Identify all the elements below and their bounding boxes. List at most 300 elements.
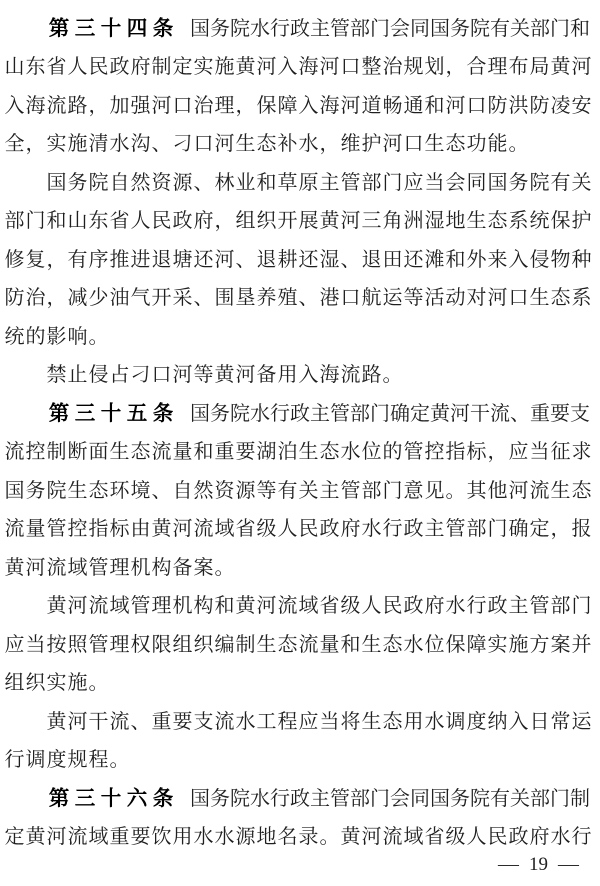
text-char: 织 <box>256 210 277 233</box>
text-char: 同 <box>410 17 430 40</box>
text-char: 黄 <box>25 826 46 849</box>
text-char: 凌 <box>550 94 571 117</box>
text-char: 沟 <box>130 133 151 156</box>
text-char: 三 <box>361 210 382 233</box>
text-char: 和 <box>214 595 235 618</box>
text-char: 关 <box>510 787 530 810</box>
text-char: 还 <box>403 248 424 271</box>
text-char: 关 <box>298 479 319 502</box>
text-char: 山 <box>67 210 88 233</box>
text-char: 黄 <box>550 56 571 79</box>
text-char: 资 <box>151 171 172 194</box>
text-char: 塘 <box>172 248 193 271</box>
text-char: 量 <box>319 633 340 656</box>
text-char: 道 <box>361 94 382 117</box>
text-char: 当 <box>529 441 550 464</box>
text-char: 控 <box>67 518 88 541</box>
text-char: 院 <box>529 171 550 194</box>
text-char: 流 <box>490 402 510 425</box>
text-char: 院 <box>230 17 250 40</box>
text-char: 院 <box>46 479 67 502</box>
text-char: 量 <box>172 441 193 464</box>
text-char: 生 <box>361 633 382 656</box>
text-char: 主 <box>319 479 340 502</box>
text-char: 省 <box>46 56 67 79</box>
text-char: 源 <box>235 479 256 502</box>
text-char: 程 <box>277 710 298 733</box>
text-char: 标 <box>109 518 130 541</box>
text-char: 复 <box>25 248 46 271</box>
text-line <box>4 469 596 508</box>
text-char: 门 <box>370 402 390 425</box>
text-char: 资 <box>214 479 235 502</box>
text-char: 护 <box>571 210 592 233</box>
text-char: 态 <box>571 479 592 502</box>
text-char: 要 <box>235 441 256 464</box>
text-char: 定 <box>4 826 25 849</box>
text-char: 维 <box>340 133 361 156</box>
text-char: 和 <box>445 248 466 271</box>
text-char: 当 <box>424 171 445 194</box>
text-char: 流 <box>340 364 361 387</box>
text-char: 治 <box>382 56 403 79</box>
text-char: 断 <box>67 441 88 464</box>
text-char: 路 <box>67 94 88 117</box>
text-char: 黄 <box>46 595 67 618</box>
text-char: 治 <box>193 94 214 117</box>
text-char: 应 <box>508 441 529 464</box>
text-line <box>4 816 596 855</box>
text-char: 湿 <box>319 248 340 271</box>
text-char: 防 <box>529 94 550 117</box>
text-char: 、 <box>193 287 214 310</box>
text-char: 开 <box>151 287 172 310</box>
text-char: 航 <box>361 287 382 310</box>
text-char: 等 <box>193 364 214 387</box>
text-char: 少 <box>88 287 109 310</box>
text-char: 编 <box>214 633 235 656</box>
text-char: 河 <box>508 479 529 502</box>
text-char: 通 <box>403 94 424 117</box>
text-line <box>4 123 596 162</box>
text-char: 调 <box>25 749 46 772</box>
text-char: 国 <box>46 171 67 194</box>
text-char: 府 <box>193 210 214 233</box>
text-char: 国 <box>430 17 450 40</box>
text-char: 其 <box>466 479 487 502</box>
text-char: 动 <box>445 287 466 310</box>
text-char: 海 <box>319 94 340 117</box>
text-char: 口 <box>151 364 172 387</box>
text-char: 政 <box>487 595 508 618</box>
text-char: 国 <box>487 171 508 194</box>
text-char: 洪 <box>508 94 529 117</box>
text-char: 重 <box>109 826 130 849</box>
text-char: 规 <box>403 56 424 79</box>
text-char: 态 <box>319 441 340 464</box>
text-char: 养 <box>256 287 277 310</box>
text-char: 务 <box>210 787 230 810</box>
text-char: 等 <box>256 479 277 502</box>
text-char: 。 <box>109 749 130 772</box>
text-char: 政 <box>290 402 310 425</box>
text-char: 限 <box>151 633 172 656</box>
text-char: 当 <box>319 710 340 733</box>
article-number-char: 第 <box>48 788 70 811</box>
text-char: 域 <box>88 826 109 849</box>
page-number: 19 <box>529 854 548 875</box>
text-char: 入 <box>508 710 529 733</box>
text-line <box>4 84 596 123</box>
text-char: 案 <box>550 633 571 656</box>
text-char: 治 <box>25 287 46 310</box>
text-char: 流 <box>46 556 67 579</box>
text-char: 活 <box>424 287 445 310</box>
text-char: 减 <box>67 287 88 310</box>
text-char: 流 <box>88 595 109 618</box>
text-char: 民 <box>487 826 508 849</box>
text-char: 、 <box>151 133 172 156</box>
text-char: 务 <box>25 479 46 502</box>
text-char: 油 <box>109 287 130 310</box>
text-char: 流 <box>4 441 25 464</box>
text-char: 黄 <box>151 518 172 541</box>
text-char: 境 <box>130 479 151 502</box>
text-char: 日 <box>529 710 550 733</box>
text-char: 河 <box>214 248 235 271</box>
text-char: 省 <box>235 518 256 541</box>
text-char: 、 <box>510 402 530 425</box>
text-char: 止 <box>67 364 88 387</box>
text-char: 机 <box>130 556 151 579</box>
text-char: 有 <box>277 479 298 502</box>
text-char: 省 <box>319 595 340 618</box>
text-char: 用 <box>277 364 298 387</box>
text-line <box>4 585 596 624</box>
text-char: 黄 <box>235 56 256 79</box>
text-char: 国 <box>190 402 210 425</box>
text-char: 部 <box>550 595 571 618</box>
text-char: 行 <box>270 17 290 40</box>
text-char: 民 <box>151 210 172 233</box>
text-char: 外 <box>466 248 487 271</box>
text-char: 。 <box>382 364 403 387</box>
text-char: 还 <box>298 248 319 271</box>
text-char: 主 <box>310 402 330 425</box>
text-line <box>4 7 596 46</box>
text-char: 补 <box>277 133 298 156</box>
text-char: 清 <box>88 133 109 156</box>
text-char: 布 <box>508 56 529 79</box>
text-char: 保 <box>256 94 277 117</box>
text-char: 黄 <box>4 556 25 579</box>
text-char: 同 <box>466 171 487 194</box>
text-char: 开 <box>277 210 298 233</box>
text-char: 方 <box>529 633 550 656</box>
text-char: 生 <box>298 441 319 464</box>
text-char: 。 <box>88 672 109 695</box>
text-char: 湖 <box>256 441 277 464</box>
text-char: 草 <box>277 171 298 194</box>
text-char: 级 <box>340 595 361 618</box>
text-char: 录 <box>298 826 319 849</box>
text-char: 重 <box>530 402 550 425</box>
text-char: 能 <box>487 133 508 156</box>
text-char: 殖 <box>277 287 298 310</box>
text-char: 民 <box>88 56 109 79</box>
text-char: 部 <box>350 402 370 425</box>
text-char: 支 <box>570 402 590 425</box>
text-char: 水 <box>445 595 466 618</box>
text-char: 理 <box>214 94 235 117</box>
text-char: 府 <box>529 826 550 849</box>
text-char: 态 <box>487 210 508 233</box>
text-char: 态 <box>445 133 466 156</box>
text-char: 部 <box>466 518 487 541</box>
text-char: 部 <box>350 17 370 40</box>
text-char: 、 <box>298 287 319 310</box>
text-char: 地 <box>256 826 277 849</box>
text-char: 畅 <box>382 94 403 117</box>
text-char: 施 <box>214 56 235 79</box>
text-char: 用 <box>172 826 193 849</box>
text-char: 有 <box>490 787 510 810</box>
text-char: 、 <box>235 248 256 271</box>
text-char: 流 <box>382 826 403 849</box>
text-line <box>4 46 596 85</box>
text-char: ， <box>550 518 571 541</box>
text-char: 干 <box>88 710 109 733</box>
text-char: 政 <box>109 56 130 79</box>
text-char: 实 <box>46 133 67 156</box>
text-char: 河 <box>445 94 466 117</box>
text-char: 部 <box>530 17 550 40</box>
text-char: 制 <box>570 787 590 810</box>
text-char: ， <box>46 287 67 310</box>
text-char: 滩 <box>424 248 445 271</box>
text-char: 河 <box>450 402 470 425</box>
text-char: 流 <box>529 479 550 502</box>
text-char: 气 <box>130 287 151 310</box>
text-char: 退 <box>151 248 172 271</box>
text-char: 主 <box>508 595 529 618</box>
text-char: 强 <box>130 94 151 117</box>
text-char: 河 <box>172 518 193 541</box>
text-char: 水 <box>340 441 361 464</box>
text-char: 流 <box>193 518 214 541</box>
text-char: 域 <box>403 826 424 849</box>
text-char: 案 <box>193 556 214 579</box>
text-char: 务 <box>508 171 529 194</box>
text-char: 口 <box>193 133 214 156</box>
text-char: ， <box>487 441 508 464</box>
text-char: 组 <box>235 210 256 233</box>
text-char: 制 <box>151 56 172 79</box>
text-char: 态 <box>382 633 403 656</box>
text-char: 入 <box>277 56 298 79</box>
text-char: 组 <box>172 633 193 656</box>
text-char: 备 <box>172 556 193 579</box>
text-char: 构 <box>193 595 214 618</box>
text-char: 管 <box>340 171 361 194</box>
text-char: 报 <box>571 518 592 541</box>
text-char: 政 <box>290 17 310 40</box>
text-char: 黄 <box>340 826 361 849</box>
text-char: 部 <box>4 210 25 233</box>
text-char: 有 <box>550 171 571 194</box>
text-char: 功 <box>466 133 487 156</box>
text-char: 林 <box>214 171 235 194</box>
text-char: 河 <box>256 595 277 618</box>
footer-dash-right: — <box>558 854 579 875</box>
text-line <box>4 277 596 316</box>
text-char: 位 <box>361 441 382 464</box>
text-char: 工 <box>256 710 277 733</box>
text-line <box>4 623 596 662</box>
text-char: 管 <box>403 441 424 464</box>
text-char: 理 <box>487 56 508 79</box>
text-char: 要 <box>550 402 570 425</box>
text-char: 务 <box>67 171 88 194</box>
article-number-char: 条 <box>152 788 174 811</box>
text-char: 然 <box>193 479 214 502</box>
text-char: 黄 <box>46 710 67 733</box>
text-char: 饮 <box>151 826 172 849</box>
text-char: 护 <box>361 133 382 156</box>
text-char: 民 <box>298 518 319 541</box>
text-char: 路 <box>361 364 382 387</box>
text-char: 管 <box>46 518 67 541</box>
text-char: 主 <box>310 17 330 40</box>
text-char: 河 <box>382 133 403 156</box>
text-char: 院 <box>470 17 490 40</box>
text-char: 门 <box>382 479 403 502</box>
text-char: 港 <box>319 287 340 310</box>
text-char: 干 <box>470 402 490 425</box>
text-char: 河 <box>214 133 235 156</box>
text-char: 推 <box>109 248 130 271</box>
text-char: 规 <box>67 749 88 772</box>
article-number-char: 条 <box>152 18 174 41</box>
text-char: 政 <box>172 210 193 233</box>
text-char: 全 <box>4 133 25 156</box>
text-char: 。 <box>445 479 466 502</box>
text-char: 调 <box>445 710 466 733</box>
text-char: 有 <box>67 248 88 271</box>
text-char: 保 <box>550 210 571 233</box>
text-char: 织 <box>193 633 214 656</box>
text-char: 防 <box>487 94 508 117</box>
text-char: 主 <box>310 787 330 810</box>
text-char: 种 <box>571 248 592 271</box>
text-char: 院 <box>230 787 250 810</box>
text-char: 水 <box>403 633 424 656</box>
text-char: 水 <box>250 787 270 810</box>
text-char: 面 <box>88 441 109 464</box>
text-char: 物 <box>550 248 571 271</box>
text-char: 府 <box>130 56 151 79</box>
text-char: 国 <box>190 17 210 40</box>
text-char: 、 <box>151 479 172 502</box>
text-char: 态 <box>382 710 403 733</box>
text-char: 口 <box>508 287 529 310</box>
text-char: 控 <box>25 441 46 464</box>
text-char: 流 <box>214 710 235 733</box>
text-char: 口 <box>340 56 361 79</box>
text-char: 障 <box>466 633 487 656</box>
text-char: 水 <box>214 826 235 849</box>
text-char: 保 <box>445 633 466 656</box>
text-char: 生 <box>235 133 256 156</box>
text-char: 系 <box>571 287 592 310</box>
text-char: 定 <box>410 402 430 425</box>
text-char: 水 <box>109 133 130 156</box>
text-char: 院 <box>470 787 490 810</box>
text-char: 黄 <box>235 595 256 618</box>
text-char: 行 <box>466 595 487 618</box>
text-char: 入 <box>298 364 319 387</box>
text-char: 门 <box>487 518 508 541</box>
text-char: 态 <box>130 441 151 464</box>
text-char: 级 <box>445 826 466 849</box>
text-char: 东 <box>25 56 46 79</box>
text-char: 采 <box>172 287 193 310</box>
text-char: 河 <box>256 56 277 79</box>
text-char: 人 <box>361 595 382 618</box>
text-char: 实 <box>193 56 214 79</box>
text-char: 和 <box>193 441 214 464</box>
text-char: 流 <box>277 595 298 618</box>
text-char: 管 <box>330 787 350 810</box>
text-char: 管 <box>330 402 350 425</box>
text-char: 会 <box>445 171 466 194</box>
text-char: 和 <box>256 171 277 194</box>
text-char: 入 <box>4 94 25 117</box>
text-char: 门 <box>370 787 390 810</box>
text-char: 黄 <box>214 364 235 387</box>
text-char: 禁 <box>46 364 67 387</box>
text-char: 入 <box>508 248 529 271</box>
text-char: 河 <box>67 595 88 618</box>
text-char: 院 <box>230 402 250 425</box>
text-char: 黄 <box>430 402 450 425</box>
text-char: 合 <box>466 56 487 79</box>
text-char: 度 <box>466 710 487 733</box>
text-char: 理 <box>109 556 130 579</box>
text-char: 主 <box>424 518 445 541</box>
text-char: 域 <box>109 595 130 618</box>
text-char: 统 <box>529 210 550 233</box>
text-char: 口 <box>403 133 424 156</box>
text-char: 施 <box>508 633 529 656</box>
text-char: 主 <box>319 171 340 194</box>
text-char: 等 <box>403 287 424 310</box>
text-char: 务 <box>210 17 230 40</box>
text-char: 流 <box>67 826 88 849</box>
text-char: 施 <box>67 133 88 156</box>
text-char: 流 <box>4 518 25 541</box>
text-char: 制 <box>235 633 256 656</box>
text-char: 海 <box>25 94 46 117</box>
text-char: 河 <box>340 210 361 233</box>
text-char: 按 <box>46 633 67 656</box>
text-char: 度 <box>46 749 67 772</box>
text-line <box>4 315 596 354</box>
text-char: 河 <box>319 56 340 79</box>
text-char: 海 <box>319 364 340 387</box>
text-char: 河 <box>67 710 88 733</box>
text-char: 源 <box>235 826 256 849</box>
